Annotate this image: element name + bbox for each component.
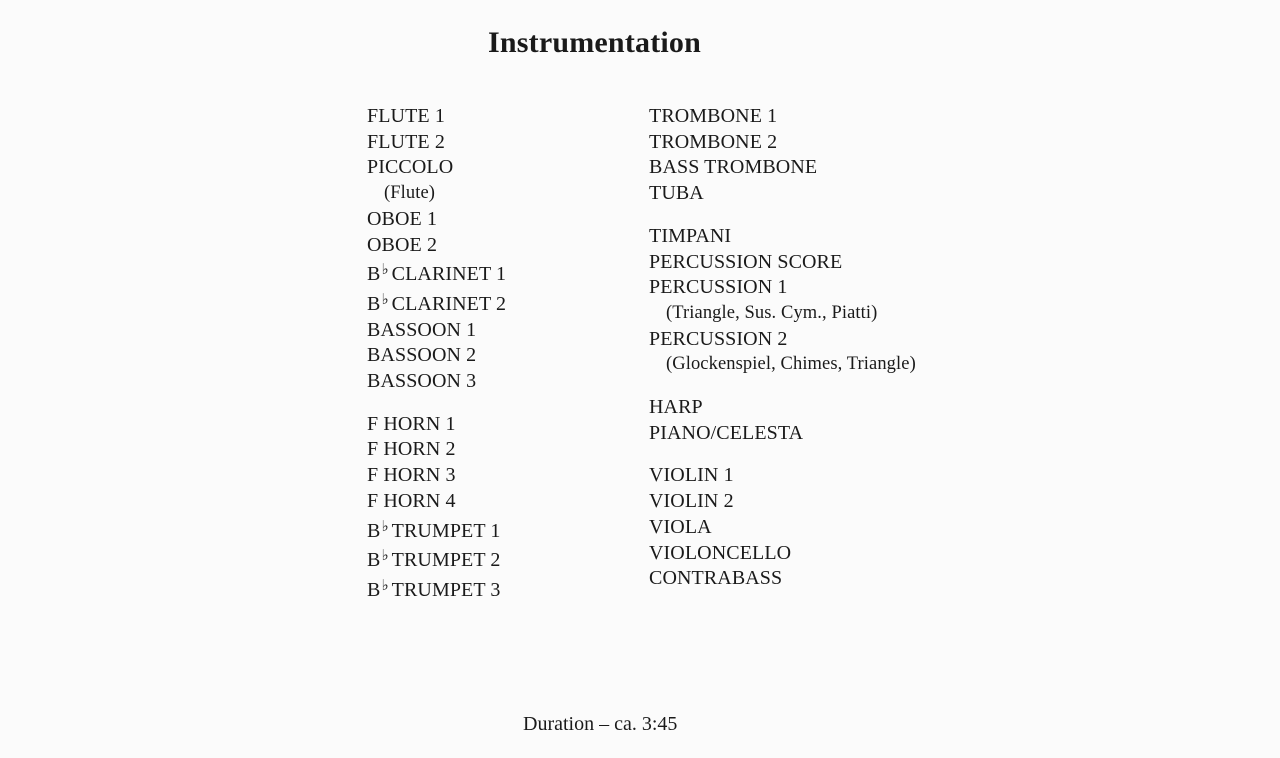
key-prefix: B xyxy=(367,519,381,542)
instrument-item xyxy=(367,463,506,489)
instrument-list-right xyxy=(649,104,916,609)
instrument-item xyxy=(649,155,916,181)
instrument-note xyxy=(367,181,506,207)
instrument-label: CLARINET 1 xyxy=(391,263,507,286)
instrument-item xyxy=(649,515,916,541)
instrument-item xyxy=(367,544,506,574)
instrument-label: F HORN 3 xyxy=(367,464,456,487)
instrument-label: OBOE 2 xyxy=(367,233,438,256)
instrument-label: PERCUSSION SCORE xyxy=(649,250,843,273)
instrument-item xyxy=(649,250,916,276)
instrument-group xyxy=(649,395,916,446)
instrument-group xyxy=(649,463,916,592)
instrument-item xyxy=(367,318,506,344)
instrument-item xyxy=(367,155,506,181)
instrument-label: VIOLIN 1 xyxy=(649,464,734,487)
instrument-item xyxy=(367,130,506,156)
instrument-label: TUBA xyxy=(649,182,704,205)
instrument-label: CONTRABASS xyxy=(649,567,783,590)
instrument-label: PERCUSSION 2 xyxy=(649,327,788,350)
instrument-label: PERCUSSION 1 xyxy=(649,276,788,299)
instrument-item xyxy=(649,566,916,592)
instrument-item xyxy=(649,489,916,515)
instrument-item xyxy=(367,288,506,318)
instrument-group xyxy=(367,104,506,395)
flat-sign: ♭ xyxy=(381,518,389,535)
flat-sign: ♭ xyxy=(381,548,389,565)
instrument-label: VIOLIN 2 xyxy=(649,490,734,513)
instrument-note xyxy=(649,352,916,378)
instrument-label: TIMPANI xyxy=(649,224,732,247)
instrument-label: OBOE 1 xyxy=(367,207,438,230)
instrument-item xyxy=(367,437,506,463)
instrument-label: PICCOLO xyxy=(367,156,454,179)
instrument-item xyxy=(649,421,916,447)
instrument-item xyxy=(367,207,506,233)
instrument-label: HARP xyxy=(649,396,703,419)
instrument-label: PIANO/CELESTA xyxy=(649,421,804,444)
flat-sign: ♭ xyxy=(381,577,389,594)
instrument-item xyxy=(367,489,506,515)
instrument-note-label: (Flute) xyxy=(384,183,436,204)
instrument-label: CLARINET 2 xyxy=(391,292,507,315)
instrument-item xyxy=(367,343,506,369)
instrument-item xyxy=(649,181,916,207)
instrument-item xyxy=(649,224,916,250)
flat-sign: ♭ xyxy=(381,262,389,279)
instrument-label: F HORN 4 xyxy=(367,489,456,512)
instrument-label: BASSOON 1 xyxy=(367,318,477,341)
instrument-label: TROMBONE 1 xyxy=(649,105,778,127)
instrument-item xyxy=(367,104,506,130)
instrument-item xyxy=(367,574,506,604)
instrument-item xyxy=(367,369,506,395)
instrument-item xyxy=(649,130,916,156)
instrument-item xyxy=(649,395,916,421)
key-prefix: B xyxy=(367,549,381,572)
instrument-note xyxy=(649,301,916,327)
instrument-label: TRUMPET 1 xyxy=(391,519,501,542)
instrument-label: VIOLONCELLO xyxy=(649,541,792,564)
instrument-group xyxy=(649,104,916,207)
instrument-label: F HORN 2 xyxy=(367,438,456,461)
key-prefix: B xyxy=(367,263,381,286)
duration-note: Duration – ca. 3:45 xyxy=(523,713,678,735)
instrument-label: F HORN 1 xyxy=(367,412,456,435)
instrument-note-label: (Glockenspiel, Chimes, Triangle) xyxy=(666,354,916,375)
instrument-label: FLUTE 2 xyxy=(367,130,445,153)
instrument-label: BASSOON 3 xyxy=(367,370,477,393)
instrument-item xyxy=(367,233,506,259)
instrument-item xyxy=(649,463,916,489)
instrument-label: BASSOON 2 xyxy=(367,344,477,367)
instrument-label: FLUTE 1 xyxy=(367,105,445,127)
instrument-item xyxy=(649,327,916,353)
instrument-group xyxy=(367,412,506,604)
instrument-label: TRUMPET 3 xyxy=(391,578,501,601)
instrument-group xyxy=(649,224,916,378)
instrument-label: TROMBONE 2 xyxy=(649,130,778,153)
instrument-item xyxy=(649,104,916,130)
instrument-item xyxy=(649,541,916,567)
instrument-label: VIOLA xyxy=(649,515,712,538)
flat-sign: ♭ xyxy=(381,291,389,308)
instrument-label: TRUMPET 2 xyxy=(391,549,501,572)
instrument-list-left xyxy=(367,104,506,621)
page-title: Instrumentation xyxy=(488,26,702,59)
instrument-item xyxy=(649,275,916,301)
instrument-item xyxy=(367,258,506,288)
instrument-label: BASS TROMBONE xyxy=(649,156,818,179)
key-prefix: B xyxy=(367,578,381,601)
instrument-item xyxy=(367,515,506,545)
instrument-note-label: (Triangle, Sus. Cym., Piatti) xyxy=(666,302,878,323)
key-prefix: B xyxy=(367,292,381,315)
instrument-item xyxy=(367,412,506,438)
